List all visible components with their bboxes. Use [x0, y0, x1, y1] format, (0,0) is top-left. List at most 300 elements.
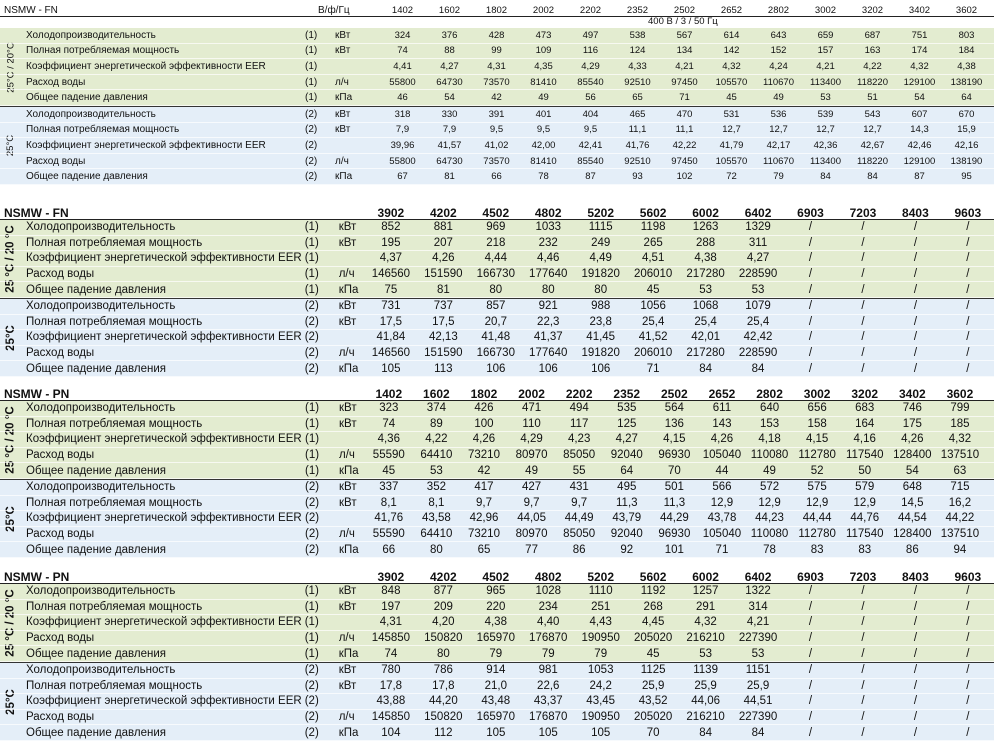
value-cell: 44,76	[850, 512, 880, 525]
value-cell: 55590	[372, 528, 405, 541]
value-cell: 25,9	[641, 679, 665, 692]
table-row	[0, 138, 994, 154]
value-cell: 12,9	[710, 496, 734, 509]
row-note: (2)	[305, 496, 320, 509]
value-cell: 137510	[940, 449, 980, 462]
value-cell: 66	[382, 543, 396, 556]
value-cell: 8,1	[428, 496, 445, 509]
value-cell: 268	[643, 600, 663, 613]
condition-group-1	[0, 220, 994, 298]
value-cell: 118220	[857, 155, 888, 167]
value-cell: 4,43	[589, 616, 612, 629]
size-header: 2652	[708, 386, 736, 401]
value-cell: 1056	[640, 300, 666, 313]
value-cell: 97450	[671, 155, 698, 167]
value-cell: 566	[712, 481, 732, 494]
row-note: (2)	[305, 108, 318, 120]
table-row	[0, 59, 994, 75]
row-note: (1)	[305, 417, 320, 430]
value-cell: 643	[770, 29, 787, 41]
value-cell: 146560	[371, 347, 411, 360]
row-note: (2)	[305, 512, 320, 525]
value-cell: 44,44	[802, 512, 832, 525]
value-cell: 45	[646, 647, 660, 660]
value-cell: /	[861, 632, 865, 645]
row-label: Расход воды	[26, 268, 95, 281]
value-cell: 53	[699, 647, 712, 660]
table-row	[0, 679, 994, 695]
value-cell: 106	[538, 362, 558, 375]
value-cell: 118220	[857, 76, 888, 88]
value-cell: 43,58	[422, 512, 451, 525]
row-label: Расход воды	[26, 711, 95, 724]
value-cell: 71	[715, 543, 729, 556]
value-cell: 105	[486, 726, 506, 739]
row-unit: кПа	[338, 726, 359, 739]
value-cell: /	[966, 283, 970, 296]
value-cell: 4,26	[901, 433, 924, 446]
voltage-label: 400 В / 3 / 50 Гц	[648, 16, 718, 27]
value-cell: 42	[477, 464, 491, 477]
value-cell: 4,29	[520, 433, 543, 446]
value-cell: 105	[381, 362, 401, 375]
row-unit: кВт	[335, 29, 351, 41]
value-cell: 117540	[845, 528, 884, 541]
value-cell: 44,54	[897, 512, 927, 525]
condition-group-2	[0, 298, 994, 377]
value-cell: 84	[820, 171, 831, 183]
value-cell: 4,21	[675, 60, 694, 72]
value-cell: /	[808, 711, 813, 724]
value-cell: 80970	[515, 449, 548, 462]
value-cell: 128400	[893, 528, 932, 541]
value-cell: 64	[620, 464, 634, 477]
value-cell: /	[861, 347, 865, 360]
value-cell: 220	[486, 600, 506, 613]
value-cell: 195	[381, 236, 401, 249]
value-cell: 1068	[692, 300, 719, 313]
table-row	[0, 267, 994, 283]
value-cell: 428	[488, 29, 505, 41]
value-cell: 185	[950, 417, 970, 430]
value-cell: 4,27	[440, 60, 459, 72]
value-cell: 4,32	[722, 60, 741, 72]
condition-group-1	[0, 584, 994, 662]
value-cell: /	[808, 347, 813, 360]
row-label: Коэффициент энергетической эффективности EER	[26, 512, 302, 525]
value-cell: 17,8	[432, 679, 455, 692]
value-cell: 4,18	[758, 433, 781, 446]
group-condition-text: 25°C	[5, 506, 18, 532]
value-cell: 531	[723, 108, 740, 120]
value-cell: 81	[444, 171, 455, 183]
table-row	[0, 107, 994, 123]
row-note: (1)	[304, 283, 319, 296]
value-cell: 607	[911, 108, 928, 120]
value-cell: 64	[961, 92, 972, 104]
value-cell: 43,88	[376, 695, 406, 708]
row-unit: л/ч	[338, 632, 355, 645]
row-unit: кВт	[339, 496, 357, 509]
value-cell: 852	[381, 221, 401, 234]
row-note: (2)	[305, 543, 320, 556]
value-cell: 81410	[530, 155, 557, 167]
value-cell: 1053	[587, 664, 614, 677]
value-cell: 1139	[693, 664, 718, 677]
value-cell: 786	[433, 664, 453, 677]
value-cell: 17,5	[432, 315, 455, 328]
size-header: 1602	[438, 4, 461, 16]
value-cell: /	[913, 632, 918, 645]
value-cell: 572	[759, 481, 780, 494]
value-cell: 4,35	[534, 60, 553, 72]
row-unit: л/ч	[335, 76, 349, 88]
value-cell: /	[966, 315, 970, 328]
size-header: 4502	[482, 205, 510, 220]
value-cell: 42,22	[672, 139, 697, 151]
value-cell: 177640	[529, 268, 568, 281]
value-cell: /	[861, 616, 865, 629]
value-cell: 4,27	[615, 433, 638, 446]
value-cell: 177640	[529, 347, 568, 360]
value-cell: 41,48	[481, 331, 511, 344]
value-cell: /	[808, 221, 813, 234]
size-header: 6402	[744, 569, 772, 584]
value-cell: 158	[807, 417, 827, 430]
value-cell: 92510	[624, 76, 651, 88]
value-cell: 64410	[420, 449, 453, 462]
value-cell: 71	[646, 362, 660, 375]
value-cell: 11,1	[675, 124, 694, 136]
table-row	[0, 417, 994, 433]
row-label: Полная потребляемая мощность	[26, 417, 203, 430]
value-cell: 4,38	[484, 616, 507, 629]
value-cell: 44,23	[755, 512, 784, 525]
value-cell: /	[861, 331, 865, 344]
row-note: (2)	[304, 315, 319, 328]
value-cell: 41,76	[625, 139, 650, 151]
size-header: 2802	[756, 386, 783, 401]
row-note: (1)	[305, 76, 318, 88]
value-cell: 102	[676, 171, 693, 183]
condition-group-2	[0, 662, 994, 741]
value-cell: 65	[632, 92, 643, 104]
table-row	[0, 615, 994, 631]
value-cell: 15,9	[957, 124, 976, 136]
value-cell: 969	[486, 221, 506, 234]
value-cell: 575	[807, 481, 827, 494]
row-label: Холодопроизводительность	[26, 664, 176, 677]
value-cell: 877	[433, 585, 453, 598]
value-cell: /	[913, 221, 918, 234]
value-cell: 536	[770, 108, 787, 120]
value-cell: 265	[643, 236, 663, 249]
row-unit: кВт	[339, 417, 357, 430]
row-note: (1)	[304, 221, 319, 234]
table-row	[0, 584, 994, 600]
row-note: (1)	[305, 60, 318, 72]
value-cell: 110080	[750, 528, 789, 541]
value-cell: 228590	[738, 347, 778, 360]
value-cell: 228590	[738, 268, 778, 281]
value-cell: 921	[538, 300, 558, 313]
value-cell: 914	[486, 664, 506, 677]
value-cell: 105040	[702, 449, 742, 462]
value-cell: /	[966, 711, 970, 724]
value-cell: /	[808, 600, 813, 613]
value-cell: 129100	[903, 155, 936, 167]
row-unit: кВт	[338, 679, 357, 692]
value-cell: 100	[474, 417, 494, 430]
value-cell: 137510	[940, 528, 980, 541]
value-cell: 376	[441, 29, 458, 41]
value-cell: /	[808, 283, 813, 296]
value-cell: 11,3	[663, 496, 686, 509]
row-label: Расход воды	[26, 528, 95, 541]
value-cell: /	[913, 711, 918, 724]
value-cell: 70	[667, 464, 681, 477]
value-cell: 11,1	[628, 124, 647, 136]
value-cell: /	[861, 711, 865, 724]
value-cell: 648	[902, 481, 922, 494]
value-cell: 81	[436, 283, 450, 296]
value-cell: 1079	[745, 300, 771, 313]
value-cell: 190950	[581, 711, 620, 724]
value-cell: /	[808, 268, 813, 281]
row-label: Расход воды	[26, 76, 86, 88]
value-cell: 4,38	[957, 60, 976, 72]
value-cell: 176870	[529, 632, 568, 645]
value-cell: 4,33	[628, 60, 647, 72]
row-note: (2)	[305, 124, 318, 136]
value-cell: 80	[436, 647, 450, 660]
value-cell: 4,15	[805, 433, 829, 446]
value-cell: 4,27	[746, 252, 770, 265]
value-cell: 166730	[476, 347, 515, 360]
value-cell: 42,17	[766, 139, 791, 151]
value-cell: 87	[585, 171, 596, 183]
value-cell: 55800	[389, 155, 416, 167]
row-note: (1)	[305, 92, 318, 104]
value-cell: 12,9	[758, 496, 781, 509]
value-cell: 96930	[658, 528, 691, 541]
value-cell: 848	[381, 585, 401, 598]
value-cell: 97450	[671, 76, 698, 88]
value-cell: /	[808, 300, 813, 313]
size-header: 3402	[908, 4, 931, 16]
value-cell: 55590	[372, 449, 405, 462]
row-note: (1)	[304, 585, 319, 598]
row-note: (1)	[305, 402, 320, 415]
value-cell: 1257	[692, 585, 719, 598]
value-cell: 857	[486, 300, 506, 313]
table-row	[0, 346, 994, 362]
row-label: Общее падение давления	[26, 171, 148, 183]
value-cell: 92040	[610, 449, 643, 462]
value-cell: 80	[594, 283, 608, 296]
value-cell: 234	[538, 600, 558, 613]
value-cell: 184	[958, 45, 975, 57]
row-label: Холодопроизводительность	[26, 29, 156, 41]
value-cell: 1198	[640, 221, 666, 234]
value-cell: 74	[382, 417, 396, 430]
value-cell: 117540	[845, 449, 884, 462]
row-label: Полная потребляемая мощность	[26, 45, 180, 57]
value-cell: 614	[723, 29, 740, 41]
value-cell: 1192	[640, 585, 666, 598]
value-cell: /	[808, 647, 813, 660]
value-cell: 20,7	[484, 315, 507, 328]
value-cell: 965	[486, 585, 506, 598]
row-unit: кВт	[338, 236, 357, 249]
value-cell: 77	[525, 543, 538, 556]
value-cell: 494	[569, 402, 589, 415]
model-title: NSMW - PN	[4, 386, 70, 401]
value-cell: 25,9	[746, 679, 770, 692]
value-cell: 53	[820, 92, 831, 104]
row-label: Расход воды	[26, 155, 86, 167]
value-cell: /	[808, 632, 813, 645]
value-cell: /	[966, 585, 970, 598]
table-header	[0, 387, 994, 401]
value-cell: 564	[664, 402, 684, 415]
size-header: 3202	[851, 386, 879, 401]
value-cell: /	[808, 331, 813, 344]
value-cell: 751	[911, 29, 928, 41]
value-cell: 55	[572, 464, 586, 477]
size-header: 2502	[661, 386, 688, 401]
value-cell: 87	[914, 171, 925, 183]
row-label: Общее падение давления	[26, 362, 167, 375]
value-cell: /	[861, 236, 865, 249]
value-cell: /	[966, 616, 970, 629]
value-cell: 66	[491, 171, 502, 183]
value-cell: 109	[535, 45, 552, 57]
row-label: Полная потребляемая мощность	[26, 600, 203, 613]
value-cell: 4,45	[641, 616, 665, 629]
value-cell: 217280	[686, 268, 725, 281]
value-cell: 64410	[420, 528, 453, 541]
row-label: Коэффициент энергетической эффективности EER	[26, 695, 302, 708]
row-note: (2)	[304, 726, 319, 739]
row-note: (2)	[305, 481, 320, 494]
value-cell: /	[966, 362, 970, 375]
value-cell: 56	[585, 92, 596, 104]
value-cell: 352	[426, 481, 446, 494]
row-note: (1)	[304, 252, 319, 265]
value-cell: 105	[591, 726, 611, 739]
value-cell: 164	[855, 417, 875, 430]
value-cell: 125	[617, 417, 637, 430]
value-cell: 659	[817, 29, 834, 41]
value-cell: 54	[914, 92, 925, 104]
value-cell: /	[861, 300, 865, 313]
value-cell: 54	[905, 464, 919, 477]
value-cell: /	[913, 252, 918, 265]
value-cell: /	[913, 647, 918, 660]
value-cell: 4,49	[589, 252, 612, 265]
size-header: 3602	[946, 386, 974, 401]
row-unit: кПа	[338, 362, 359, 375]
value-cell: /	[861, 585, 865, 598]
row-unit: л/ч	[338, 347, 355, 360]
value-cell: 391	[488, 108, 505, 120]
value-cell: 4,26	[432, 252, 455, 265]
group-condition-text: 25 °C / 20 °C	[5, 406, 17, 474]
row-unit: л/ч	[338, 711, 355, 724]
value-cell: 495	[617, 481, 637, 494]
value-cell: 1322	[745, 585, 771, 598]
row-label: Полная потребляемая мощность	[26, 679, 203, 692]
group-condition-text: 25 °C / 20 °C	[5, 225, 17, 293]
value-cell: 44,05	[517, 512, 546, 525]
value-cell: 731	[381, 300, 401, 313]
value-cell: /	[966, 632, 970, 645]
value-cell: 75	[384, 283, 398, 296]
value-cell: 53	[429, 464, 443, 477]
value-cell: 43,48	[481, 695, 511, 708]
table-row	[0, 220, 994, 236]
value-cell: 4,40	[537, 616, 560, 629]
size-header: 7203	[849, 205, 877, 220]
size-header: 2502	[673, 4, 696, 16]
size-header: 5602	[639, 205, 667, 220]
value-cell: 42,13	[428, 331, 458, 344]
row-note: (1)	[305, 464, 320, 477]
table-row	[0, 251, 994, 267]
table-row	[0, 496, 994, 512]
group-condition-text: 25°C	[5, 325, 18, 351]
value-cell: 401	[535, 108, 552, 120]
value-cell: /	[861, 726, 865, 739]
value-cell: 656	[807, 402, 827, 415]
value-cell: /	[861, 647, 865, 660]
value-cell: 311	[748, 236, 768, 249]
value-cell: /	[861, 221, 865, 234]
value-cell: 85540	[577, 76, 604, 88]
value-cell: /	[913, 236, 918, 249]
row-unit: кВт	[338, 585, 357, 598]
value-cell: 687	[864, 29, 881, 41]
table-header	[0, 4, 994, 17]
size-header: 2802	[767, 4, 790, 16]
size-header: 7203	[849, 569, 877, 584]
table-row	[0, 330, 994, 346]
value-cell: 12,7	[816, 124, 835, 136]
model-title: NSMW - PN	[4, 569, 70, 584]
value-cell: 4,32	[948, 433, 972, 446]
value-cell: 138190	[950, 155, 983, 167]
value-cell: 44,22	[945, 512, 975, 525]
value-cell: 84	[699, 362, 712, 375]
row-unit: кВт	[338, 221, 357, 234]
value-cell: 21,0	[484, 679, 507, 692]
row-unit: кВт	[339, 402, 357, 415]
row-note: (2)	[304, 664, 319, 677]
value-cell: 4,38	[694, 252, 717, 265]
value-cell: 191820	[581, 347, 620, 360]
value-cell: /	[861, 252, 865, 265]
row-note: (2)	[305, 171, 318, 183]
value-cell: /	[913, 585, 918, 598]
size-header: 3902	[377, 205, 405, 220]
value-cell: 216210	[686, 711, 725, 724]
value-cell: /	[966, 600, 970, 613]
value-cell: 330	[441, 108, 458, 120]
row-label: Общее падение давления	[26, 464, 167, 477]
table-row	[0, 480, 994, 496]
value-cell: 110080	[750, 449, 789, 462]
